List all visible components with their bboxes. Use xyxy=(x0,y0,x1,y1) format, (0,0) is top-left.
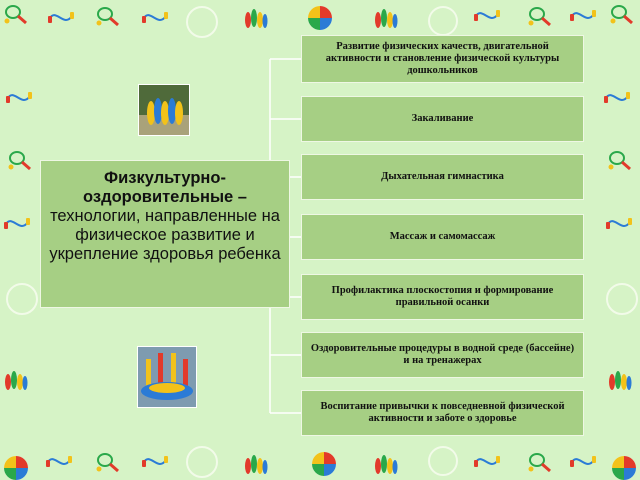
item-flatfoot-prevention xyxy=(301,274,584,320)
main-definition-box xyxy=(40,160,290,308)
item-hardening xyxy=(301,96,584,142)
item-physical-development xyxy=(301,35,584,83)
item-label: Закаливание xyxy=(411,113,474,124)
item-label: Профилактика плоскостопия и формирование правильной осанки xyxy=(331,285,554,308)
item-water-procedures xyxy=(301,332,584,378)
item-massage xyxy=(301,214,584,260)
item-label: Оздоровительные процедуры в водной среде (бассейне) и на тренажерах xyxy=(310,343,575,366)
main-title-bold: Физкультурно-оздоровительные – xyxy=(83,169,247,206)
bowling-pins-photo xyxy=(138,84,190,136)
item-activity-habit xyxy=(301,390,584,436)
item-label: Воспитание привычки к повседневной физической активности и заботе о здоровье xyxy=(320,401,565,424)
item-label: Дыхательная гимнастика xyxy=(381,171,504,182)
main-title-rest: технологии, направленные на физическое развитие и укрепление здоровья ребенка xyxy=(49,207,281,263)
ring-toss-photo xyxy=(137,346,197,408)
item-label: Развитие физических качеств, двигательной активности и становление физической культуры дошкольников xyxy=(325,41,560,76)
item-breathing-gymnastics xyxy=(301,154,584,200)
item-label: Массаж и самомассаж xyxy=(389,231,496,242)
